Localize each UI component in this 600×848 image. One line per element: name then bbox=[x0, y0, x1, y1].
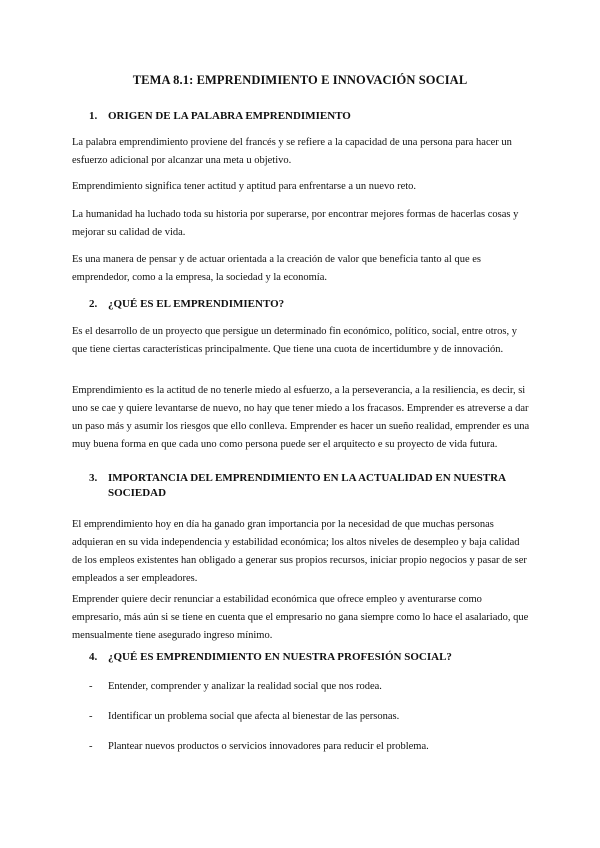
list-item-text: Plantear nuevos productos o servicios innovadores para reducir el problema. bbox=[108, 741, 429, 752]
page-title: TEMA 8.1: EMPRENDIMIENTO E INNOVACIÓN SOCIAL bbox=[132, 73, 468, 87]
paragraph-2-1: Es el desarrollo de un proyecto que persigue un determinado fin económico, político, social, entre otros, y que tiene ciertas características principalmente. Que tiene una cuota de incertidumbre y de innovación. bbox=[72, 326, 517, 355]
section-number-1: 1. bbox=[89, 110, 98, 122]
list-item-text: Entender, comprender y analizar la realidad social que nos rodea. bbox=[108, 681, 382, 692]
paragraph-2-2: Emprendimiento es la actitud de no tenerle miedo al esfuerzo, a la perseverancia, a la resiliencia, es decir, si uno se cae y quiere levantarse de nuevo, no hay que tener miedo a los fracasos. Emprender es atreverse a dar un paso más y asumir los riesgos que ello conlleva. Emprender es hacer un sueño realidad, emprender es una muy buena forma en que cada uno como persona puede ser el arquitecto e su proyecto de vida futura. bbox=[72, 385, 530, 450]
bullet-dash: - bbox=[89, 711, 93, 722]
section-title-4: ¿QUÉ ES EMPRENDIMIENTO EN NUESTRA PROFESIÓN SOCIAL? bbox=[108, 651, 452, 663]
section-heading-3 bbox=[89, 471, 529, 501]
paragraph-1-2: Emprendimiento significa tener actitud y aptitud para enfrentarse a un nuevo reto. bbox=[72, 181, 417, 192]
paragraph-3-1: El emprendimiento hoy en día ha ganado gran importancia por la necesidad de que muchas personas adquieran en su vida independencia y estabilidad económica; los altos niveles de desempleo y baja calidad de los empleos existentes han obligado a generar sus propios recursos, iniciar propio negocios y pasar de ser empleados a ser empleadores. bbox=[72, 519, 527, 584]
list-item bbox=[89, 679, 382, 694]
section-number-4: 4. bbox=[89, 651, 98, 663]
paragraph-1-1: La palabra emprendimiento proviene del francés y se refiere a la capacidad de una persona para hacer un esfuerzo adicional por alcanzar una meta u objetivo. bbox=[72, 137, 512, 166]
paragraph-1-4: Es una manera de pensar y de actuar orientada a la creación de valor que beneficia tanto al que es emprendedor, como a la empresa, la sociedad y la economía. bbox=[72, 254, 482, 283]
section-number-3: 3. bbox=[89, 472, 98, 484]
list-item-text: Identificar un problema social que afecta al bienestar de las personas. bbox=[108, 711, 400, 722]
section-heading-2 bbox=[89, 297, 284, 312]
section-number-2: 2. bbox=[89, 298, 98, 310]
list-item bbox=[89, 709, 399, 724]
bullet-dash: - bbox=[89, 681, 93, 692]
section-heading-4 bbox=[89, 650, 452, 665]
section-title-1: ORIGEN DE LA PALABRA EMPRENDIMIENTO bbox=[108, 110, 351, 122]
paragraph-1-3: La humanidad ha luchado toda su historia por superarse, por encontrar mejores formas de hacerlas cosas y mejorar su calidad de vida. bbox=[72, 209, 519, 238]
section-heading-1 bbox=[89, 109, 351, 124]
paragraph-3-2: Emprender quiere decir renunciar a estabilidad económica que ofrece empleo y aventurarse como empresario, más aún si se tiene en cuenta que el empresario no gana siempre como lo hace el asalariado, que mensualmente tiene asegurado ingreso mínimo. bbox=[72, 594, 529, 641]
section-title-3: IMPORTANCIA DEL EMPRENDIMIENTO EN LA ACTUALIDAD EN NUESTRA SOCIEDAD bbox=[108, 472, 506, 499]
section-title-2: ¿QUÉ ES EL EMPRENDIMIENTO? bbox=[108, 298, 285, 310]
list-item bbox=[89, 739, 429, 754]
bullet-dash: - bbox=[89, 741, 93, 752]
